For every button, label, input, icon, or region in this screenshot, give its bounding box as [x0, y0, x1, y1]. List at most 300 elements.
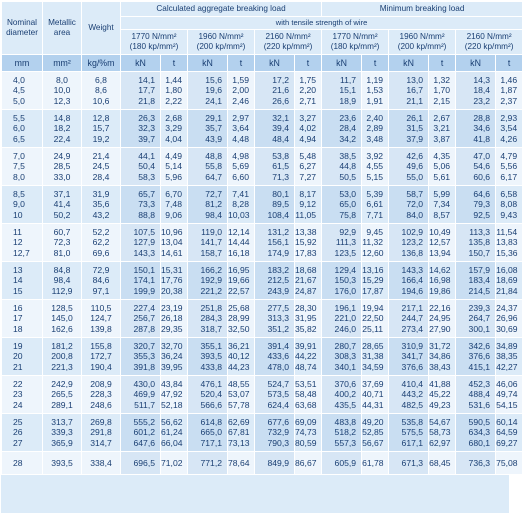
cell-value: 1,87: [500, 85, 518, 96]
cell-value: 16,08: [496, 264, 518, 275]
table-cell-c3kn: [255, 262, 295, 300]
cell-value: 17,76: [161, 275, 183, 286]
cell-value: 291,8: [90, 427, 112, 438]
cell-value: 60,14: [496, 416, 518, 427]
table-cell-m2kn: [389, 452, 429, 475]
cell-value: 410,4: [401, 378, 424, 389]
table-cell-m1t: [362, 452, 389, 475]
cell-value: 28,65: [362, 340, 384, 351]
cell-value: 21: [13, 361, 23, 372]
table-cell-m1t: [362, 414, 389, 452]
tensile-strength-header: with tensile strength of wire: [121, 17, 523, 30]
minimum-load-header: Minimum breaking load: [322, 2, 523, 17]
cell-value: 84,0: [406, 209, 424, 220]
cell-value: 58,73: [429, 427, 451, 438]
table-cell-w: [82, 224, 121, 262]
cell-value: 6,27: [299, 161, 317, 172]
cell-value: 1,46: [500, 74, 518, 85]
cell-value: 208,9: [90, 378, 112, 389]
cell-value: 4,0: [13, 74, 25, 85]
cell-value: 158,7: [200, 247, 222, 258]
table-cell-m2t: [429, 414, 456, 452]
cell-value: 89,5: [272, 199, 289, 210]
cell-value: 280,7: [334, 340, 357, 351]
tensile-grade-header: [255, 30, 322, 55]
table-cell-c3t: [295, 148, 322, 186]
cell-value: 24,87: [295, 285, 317, 296]
table-cell-c2t: [228, 224, 255, 262]
table-cell-m1kn: [322, 72, 362, 110]
table-cell-c1kn: [121, 148, 161, 186]
cell-value: 8,5: [13, 188, 25, 199]
tensile-grade-header: [121, 30, 188, 55]
cell-value: 69,27: [496, 437, 518, 448]
table-cell-m3t: [496, 262, 523, 300]
table-cell-m2kn: [389, 72, 429, 110]
cell-value: 47,92: [161, 389, 183, 400]
cell-value: 12,14: [228, 226, 250, 237]
cell-value: 5,61: [433, 171, 451, 182]
cell-value: 26: [13, 427, 23, 438]
table-cell-c1t: [161, 376, 188, 414]
cell-value: 12,8: [92, 112, 110, 123]
cell-value: 2,89: [366, 123, 384, 134]
cell-value: 128,5: [51, 302, 73, 313]
cell-value: 9,06: [165, 209, 182, 220]
cell-value: 136,8: [401, 247, 424, 258]
cell-value: 194,6: [401, 285, 424, 296]
cell-value: 478,0: [267, 361, 289, 372]
cell-value: 8,6: [95, 85, 107, 96]
cell-value: 29,1: [205, 112, 222, 123]
cell-value: 6,70: [165, 188, 182, 199]
cell-value: 476,1: [200, 378, 222, 389]
grade-strength-kp: (220 kp/mm²): [464, 42, 514, 51]
cell-value: 64,7: [205, 171, 222, 182]
cell-value: 3,21: [433, 123, 451, 134]
cell-value: 2,20: [299, 85, 317, 96]
table-cell-c1kn: [121, 452, 161, 475]
cell-value: 15: [13, 285, 23, 296]
cell-value: 32,50: [228, 323, 250, 334]
cell-value: 6,5: [13, 133, 25, 144]
table-cell-m3t: [496, 186, 523, 224]
table-cell-m3kn: [456, 414, 496, 452]
cell-value: 157,9: [468, 264, 491, 275]
cell-value: 32,3: [138, 123, 155, 134]
cell-value: 221,0: [334, 313, 357, 324]
cell-value: 102,9: [401, 226, 424, 237]
cell-value: 1,53: [366, 85, 384, 96]
cell-value: 732,9: [267, 427, 289, 438]
calculated-load-header: Calculated aggregate breaking load: [121, 2, 322, 17]
cell-value: 41,8: [473, 133, 491, 144]
cell-value: 14,1: [138, 74, 155, 85]
cell-value: 35,82: [295, 323, 317, 334]
cell-value: 21,84: [496, 285, 518, 296]
table-cell-m1kn: [322, 300, 362, 338]
cell-value: 22,57: [228, 285, 250, 296]
cell-value: 24,95: [429, 313, 451, 324]
cell-value: 200,8: [51, 351, 73, 362]
cell-value: 1,44: [165, 74, 182, 85]
cell-value: 5,96: [165, 171, 182, 182]
cell-value: 49,74: [496, 389, 518, 400]
cell-value: 12,57: [429, 237, 451, 248]
cell-value: 11,32: [362, 237, 384, 248]
cell-value: 269,8: [90, 416, 112, 427]
cell-value: 264,7: [468, 313, 491, 324]
table-cell-m3kn: [456, 72, 496, 110]
table-cell-c1kn: [121, 338, 161, 376]
cell-value: 139,8: [90, 323, 112, 334]
grade-strength: 1770 N/mm²: [332, 32, 378, 41]
cell-value: 2,71: [299, 95, 317, 106]
cell-value: 3,29: [165, 123, 182, 134]
cell-value: 111,3: [335, 237, 357, 248]
table-cell-d: [2, 300, 43, 338]
cell-value: 4,5: [13, 85, 25, 96]
cell-value: 24: [13, 399, 23, 410]
table-cell-c2t: [228, 72, 255, 110]
cell-value: 81,2: [205, 199, 222, 210]
cell-value: 22,50: [362, 313, 384, 324]
table-cell-m1kn: [322, 224, 362, 262]
cell-value: 31,95: [295, 313, 317, 324]
table-cell-c1kn: [121, 72, 161, 110]
cell-value: 214,5: [468, 285, 491, 296]
table-cell-m2t: [429, 148, 456, 186]
cell-value: 34,2: [339, 133, 357, 144]
table-cell-m2kn: [389, 224, 429, 262]
cell-value: 8,57: [433, 209, 451, 220]
table-cell-d: [2, 262, 43, 300]
cell-value: 2,00: [232, 85, 249, 96]
table-cell-m1kn: [322, 376, 362, 414]
table-cell-m2kn: [389, 300, 429, 338]
cell-value: 6,8: [95, 74, 107, 85]
cell-value: 19,2: [92, 133, 110, 144]
cell-value: 123,5: [334, 247, 357, 258]
cell-value: 37,69: [362, 378, 384, 389]
cell-value: 55,0: [406, 171, 424, 182]
cell-value: 573,5: [267, 389, 289, 400]
cell-value: 256,7: [133, 313, 155, 324]
cell-value: 289,1: [51, 399, 73, 410]
table-cell-c1t: [161, 224, 188, 262]
cell-value: 342,6: [468, 340, 491, 351]
table-cell-m1kn: [322, 110, 362, 148]
cell-value: 13,04: [161, 237, 183, 248]
table-cell-m3t: [496, 224, 523, 262]
cell-value: 30,69: [496, 323, 518, 334]
cell-value: 21,8: [138, 95, 155, 106]
cell-value: 13,38: [295, 226, 317, 237]
cell-value: 3,64: [232, 123, 249, 134]
table-cell-m3kn: [456, 452, 496, 475]
table-cell-m1kn: [322, 414, 362, 452]
table-cell-c1t: [161, 186, 188, 224]
cell-value: 190,4: [90, 361, 112, 372]
table-cell-c2t: [228, 148, 255, 186]
table-row: [2, 148, 523, 186]
cell-value: 2,15: [433, 95, 451, 106]
cell-value: 53,07: [228, 389, 250, 400]
cell-value: 376,6: [401, 361, 424, 372]
cell-value: 5,48: [299, 150, 317, 161]
cell-value: 10,96: [161, 226, 183, 237]
table-cell-w: [82, 338, 121, 376]
cell-value: 339,3: [51, 427, 73, 438]
cell-value: 124,7: [90, 313, 112, 324]
cell-value: 393,5: [51, 457, 73, 468]
table-cell-w: [82, 186, 121, 224]
table-cell-m1t: [362, 186, 389, 224]
grade-strength: 2160 N/mm²: [466, 32, 512, 41]
cell-value: 1,70: [433, 85, 451, 96]
cell-value: 32,1: [272, 112, 289, 123]
table-cell-m2t: [429, 300, 456, 338]
weight-header: Weight: [82, 2, 121, 55]
table-cell-area: [43, 148, 82, 186]
cell-value: 790,3: [267, 437, 289, 448]
table-cell-c3t: [295, 376, 322, 414]
cell-value: 17,2: [272, 74, 289, 85]
cell-value: 24,9: [53, 150, 71, 161]
cell-value: 20,38: [161, 285, 183, 296]
cell-value: 143,3: [401, 264, 424, 275]
cell-value: 44,8: [339, 161, 357, 172]
grade-strength-kp: (200 kp/mm²): [196, 42, 246, 51]
cell-value: 43,2: [92, 209, 110, 220]
cell-value: 112,9: [51, 285, 73, 296]
cell-value: 35,7: [205, 123, 222, 134]
cell-value: 575,5: [401, 427, 424, 438]
cell-value: 634,3: [468, 427, 491, 438]
table-cell-m1kn: [322, 452, 362, 475]
cell-value: 14,44: [228, 237, 250, 248]
cell-value: 15,1: [339, 85, 357, 96]
table-cell-m1t: [362, 376, 389, 414]
cell-value: 21,67: [295, 275, 317, 286]
cell-value: 452,3: [468, 378, 491, 389]
table-cell-c3kn: [255, 452, 295, 475]
cell-value: 287,8: [133, 323, 155, 334]
cell-value: 15,36: [496, 247, 518, 258]
cell-value: 156,1: [267, 237, 289, 248]
cell-value: 48,4: [272, 133, 289, 144]
cell-value: 80,1: [272, 188, 289, 199]
cell-value: 113,3: [469, 226, 491, 237]
table-cell-c2t: [228, 110, 255, 148]
cell-value: 273,4: [401, 323, 424, 334]
unit-cell: mm: [2, 55, 43, 72]
table-row: [2, 262, 523, 300]
table-cell-area: [43, 224, 82, 262]
cell-value: 53,8: [272, 150, 289, 161]
table-cell-c1t: [161, 110, 188, 148]
cell-value: 624,4: [267, 399, 289, 410]
cell-value: 56,62: [161, 416, 183, 427]
cell-value: 24,5: [92, 161, 110, 172]
table-cell-m1t: [362, 300, 389, 338]
table-cell-area: [43, 376, 82, 414]
cell-value: 150,1: [133, 264, 155, 275]
cell-value: 341,7: [401, 351, 424, 362]
table-cell-c2kn: [188, 376, 228, 414]
cell-value: 17: [13, 313, 23, 324]
table-cell-c3t: [295, 186, 322, 224]
table-cell-w: [82, 262, 121, 300]
cell-value: 16,98: [429, 275, 451, 286]
table-cell-c3kn: [255, 224, 295, 262]
table-cell-c2t: [228, 452, 255, 475]
table-row: [2, 300, 523, 338]
cell-value: 27: [13, 437, 23, 448]
cell-value: 13,0: [406, 74, 424, 85]
cell-value: 340,1: [334, 361, 357, 372]
cell-value: 18,2: [53, 123, 71, 134]
grade-strength: 1960 N/mm²: [198, 32, 244, 41]
cell-value: 60,7: [53, 226, 71, 237]
cell-value: 36,24: [161, 351, 183, 362]
grade-strength-kp: (180 kp/mm²): [129, 42, 179, 51]
cell-value: 37,9: [406, 133, 424, 144]
cell-value: 433,8: [200, 361, 222, 372]
table-cell-m2kn: [389, 110, 429, 148]
cell-value: 176,0: [334, 285, 357, 296]
table-cell-c3t: [295, 452, 322, 475]
table-cell-c1t: [161, 300, 188, 338]
cell-value: 53,0: [339, 188, 357, 199]
cell-value: 23: [13, 389, 23, 400]
cell-value: 19,86: [429, 285, 451, 296]
cell-value: 4,04: [165, 133, 182, 144]
table-cell-c2t: [228, 338, 255, 376]
grade-strength-kp: (200 kp/mm²): [397, 42, 447, 51]
cell-value: 14,61: [161, 247, 183, 258]
cell-value: 18: [13, 323, 23, 334]
cell-value: 64,59: [496, 427, 518, 438]
table-cell-c2t: [228, 376, 255, 414]
cell-value: 29,35: [161, 323, 183, 334]
table-cell-area: [43, 262, 82, 300]
cell-value: 166,4: [401, 275, 424, 286]
table-cell-c1kn: [121, 224, 161, 262]
cell-value: 21,1: [406, 95, 424, 106]
cell-value: 7,34: [433, 199, 451, 210]
cell-value: 43,9: [205, 133, 222, 144]
table-cell-d: [2, 452, 43, 475]
table-cell-c2kn: [188, 452, 228, 475]
table-cell-m2t: [429, 452, 456, 475]
cell-value: 58,7: [406, 188, 424, 199]
cell-value: 243,9: [267, 285, 289, 296]
cell-value: 14,8: [53, 112, 71, 123]
table-cell-w: [82, 72, 121, 110]
cell-value: 28,4: [92, 171, 110, 182]
cell-value: 6,17: [500, 171, 518, 182]
cell-value: 49,6: [406, 161, 424, 172]
cell-value: 34,6: [473, 123, 491, 134]
cell-value: 172,7: [90, 351, 112, 362]
cell-value: 181,2: [51, 340, 73, 351]
table-cell-c1kn: [121, 300, 161, 338]
table-cell-d: [2, 72, 43, 110]
cell-value: 12,3: [53, 95, 71, 106]
cell-value: 3,54: [500, 123, 518, 134]
cell-value: 26,18: [161, 313, 183, 324]
cell-value: 98,4: [53, 275, 71, 286]
cell-value: 6,61: [366, 199, 384, 210]
cell-value: 5,69: [232, 161, 249, 172]
cell-value: 318,7: [200, 323, 222, 334]
table-cell-c3t: [295, 300, 322, 338]
cell-value: 74,73: [295, 427, 317, 438]
table-cell-m2t: [429, 338, 456, 376]
table-cell-c2kn: [188, 338, 228, 376]
cell-value: 183,4: [468, 275, 491, 286]
cell-value: 4,98: [232, 150, 249, 161]
table-cell-area: [43, 414, 82, 452]
cell-value: 68,45: [429, 457, 451, 468]
cell-value: 8,17: [299, 188, 317, 199]
cell-value: 39,95: [161, 361, 183, 372]
cell-value: 69,6: [92, 247, 110, 258]
cell-value: 443,2: [401, 389, 424, 400]
cell-value: 11,54: [496, 226, 518, 237]
cell-value: 355,3: [133, 351, 155, 362]
cell-value: 49,20: [362, 416, 384, 427]
table-cell-d: [2, 414, 43, 452]
cell-value: 22,16: [429, 302, 451, 313]
table-cell-c1kn: [121, 110, 161, 148]
cell-value: 41,4: [53, 199, 71, 210]
cell-value: 483,8: [334, 416, 357, 427]
cell-value: 141,7: [200, 237, 222, 248]
cell-value: 13,16: [362, 264, 384, 275]
cell-value: 127,9: [133, 237, 155, 248]
cell-value: 415,1: [468, 361, 491, 372]
cell-value: 5,56: [500, 161, 518, 172]
grade-strength: 2160 N/mm²: [265, 32, 311, 41]
cell-value: 19,66: [228, 275, 250, 286]
cell-value: 35,6: [92, 199, 110, 210]
cell-value: 15,7: [92, 123, 110, 134]
table-cell-m1kn: [322, 186, 362, 224]
cell-value: 9,12: [299, 199, 317, 210]
cell-value: 55,8: [205, 161, 222, 172]
table-cell-d: [2, 338, 43, 376]
table-cell-c2kn: [188, 224, 228, 262]
table-cell-m1t: [362, 262, 389, 300]
grade-strength-kp: (220 kp/mm²): [263, 42, 313, 51]
cell-value: 107,5: [133, 226, 155, 237]
unit-cell: kN: [255, 55, 295, 72]
table-cell-m2t: [429, 110, 456, 148]
cell-value: 7,41: [232, 188, 249, 199]
cell-value: 27,90: [429, 323, 451, 334]
cell-value: 400,2: [334, 389, 357, 400]
table-cell-c2t: [228, 414, 255, 452]
table-cell-m3t: [496, 148, 523, 186]
table-row: [2, 414, 523, 452]
cell-value: 40,12: [228, 351, 250, 362]
cell-value: 665,0: [200, 427, 222, 438]
cell-value: 19: [13, 340, 23, 351]
cell-value: 4,48: [232, 133, 249, 144]
cell-value: 248,6: [90, 399, 112, 410]
